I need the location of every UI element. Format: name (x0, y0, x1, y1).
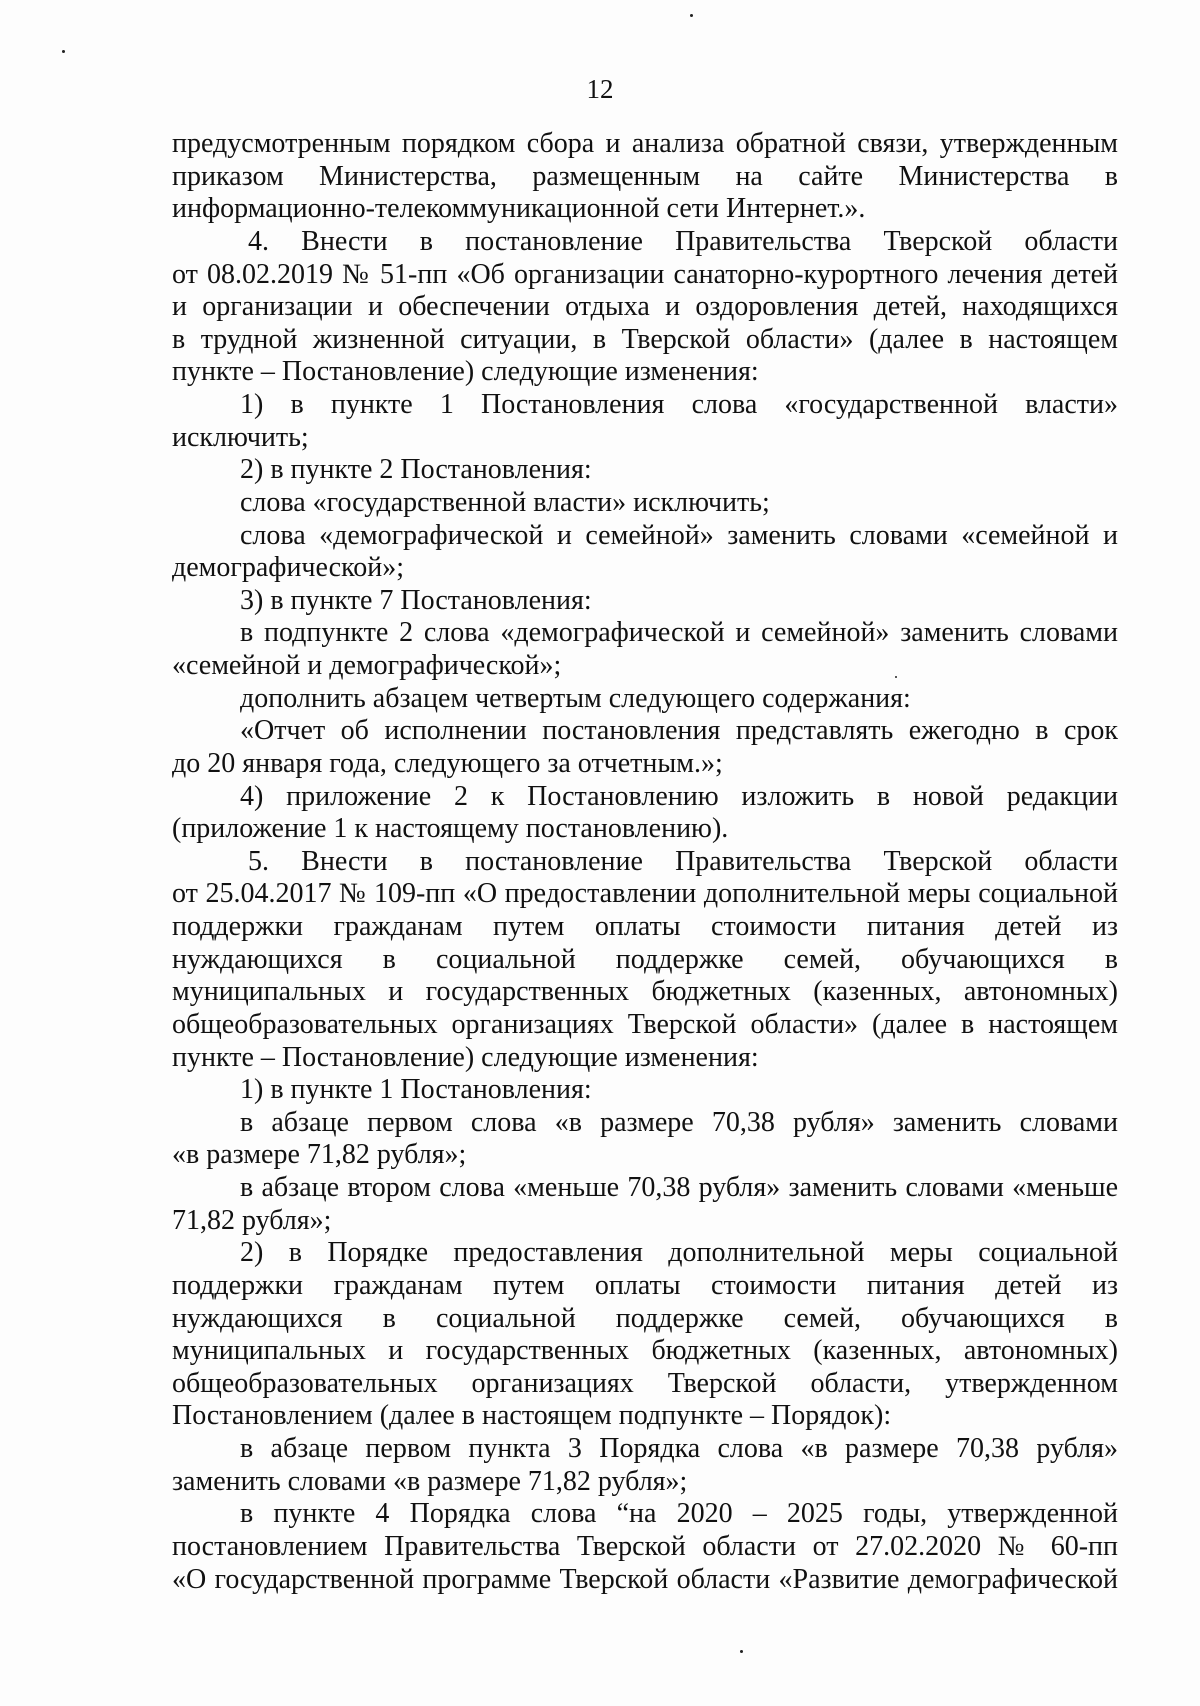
text-line: 5. Внести в постановление Правительства Тверской области (248, 845, 1118, 877)
scan-speck (690, 14, 693, 17)
text-line: информационно-телекоммуникационной сети Интернет.». (172, 193, 866, 225)
text-line: 4) приложение 2 к Постановлению изложить в новой редакции (240, 780, 1118, 812)
text-line: Постановлением (далее в настоящем подпункте – Порядок): (172, 1400, 892, 1432)
text-line: от 08.02.2019 № 51-пп «Об организации санаторно-курортного лечения детей (172, 258, 1118, 290)
text-line: 2) в пункте 2 Постановления: (240, 454, 592, 486)
text-line: исключить; (172, 421, 309, 453)
text-line: 71,82 рубля»; (172, 1204, 332, 1236)
text-line: 4. Внести в постановление Правительства Тверской области (248, 225, 1118, 257)
text-line: предусмотренным порядком сбора и анализа обратной связи, утвержденным (172, 128, 1118, 159)
text-line: в подпункте 2 слова «демографической и семейной» заменить словами (240, 617, 1118, 649)
text-line: 1) в пункте 1 Постановления слова «государственной власти» (240, 389, 1118, 420)
text-line: «в размере 71,82 рубля»; (172, 1139, 467, 1171)
text-line: муниципальных и государственных бюджетных (казенных, автономных) (172, 976, 1118, 1008)
text-line: «О государственной программе Тверской области «Развитие демографической (172, 1563, 1118, 1595)
scan-speck (895, 676, 897, 678)
text-line: общеобразовательных организациях Тверской области, утвержденном (172, 1367, 1118, 1399)
text-line: пункте – Постановление) следующие изменения: (172, 356, 759, 388)
text-line: в трудной жизненной ситуации, в Тверской области» (далее в настоящем (172, 323, 1118, 355)
document-body (172, 128, 1118, 1596)
scan-speck (740, 1650, 743, 1653)
text-line: 2) в Порядке предоставления дополнительной меры социальной (240, 1237, 1118, 1269)
text-line: поддержки гражданам путем оплаты стоимости питания детей из (172, 1269, 1118, 1301)
text-line: муниципальных и государственных бюджетных (казенных, автономных) (172, 1335, 1118, 1367)
text-line: «семейной и демографической»; (172, 650, 562, 681)
page-number: 12 (586, 74, 614, 104)
scan-speck (62, 50, 65, 53)
text-line: пункте – Постановление) следующие изменения: (172, 1041, 759, 1073)
text-line: общеобразовательных организациях Тверской области» (далее в настоящем (172, 1008, 1118, 1040)
text-line: постановлением Правительства Тверской области от 27.02.2020 № 60-пп (172, 1530, 1118, 1562)
text-line: нуждающихся в социальной поддержке семей, обучающихся в (172, 1302, 1118, 1334)
text-line: в пункте 4 Порядка слова “на 2020 – 2025 годы, утвержденной (240, 1498, 1118, 1530)
text-line: поддержки гражданам путем оплаты стоимости питания детей из (172, 911, 1118, 942)
text-line: до 20 января года, следующего за отчетным.»; (172, 747, 723, 779)
text-line: дополнить абзацем четвертым следующего содержания: (240, 682, 911, 714)
text-line: от 25.04.2017 № 109-пп «О предоставлении дополнительной меры социальной (172, 878, 1118, 910)
text-line: слова «государственной власти» исключить; (240, 486, 770, 518)
text-line: 3) в пункте 7 Постановления: (240, 584, 592, 616)
text-line: в абзаце первом слова «в размере 70,38 рубля» заменить словами (240, 1106, 1118, 1138)
text-line: слова «демографической и семейной» заменить словами «семейной и (240, 519, 1118, 551)
text-line: нуждающихся в социальной поддержке семей, обучающихся в (172, 943, 1118, 975)
text-line: и организации и обеспечении отдыха и оздоровления детей, находящихся (172, 291, 1118, 323)
text-line: (приложение 1 к настоящему постановлению). (172, 813, 729, 845)
text-line: «Отчет об исполнении постановления представлять ежегодно в срок (240, 715, 1118, 747)
text-line: 1) в пункте 1 Постановления: (240, 1074, 592, 1106)
text-line: заменить словами «в размере 71,82 рубля»; (172, 1465, 688, 1497)
text-line: демографической»; (172, 552, 405, 584)
text-line: в абзаце втором слова «меньше 70,38 рубля» заменить словами «меньше (240, 1172, 1118, 1203)
text-line: приказом Министерства, размещенным на сайте Министерства в (172, 160, 1118, 192)
text-line: в абзаце первом пункта 3 Порядка слова «в размере 70,38 рубля» (240, 1433, 1118, 1464)
